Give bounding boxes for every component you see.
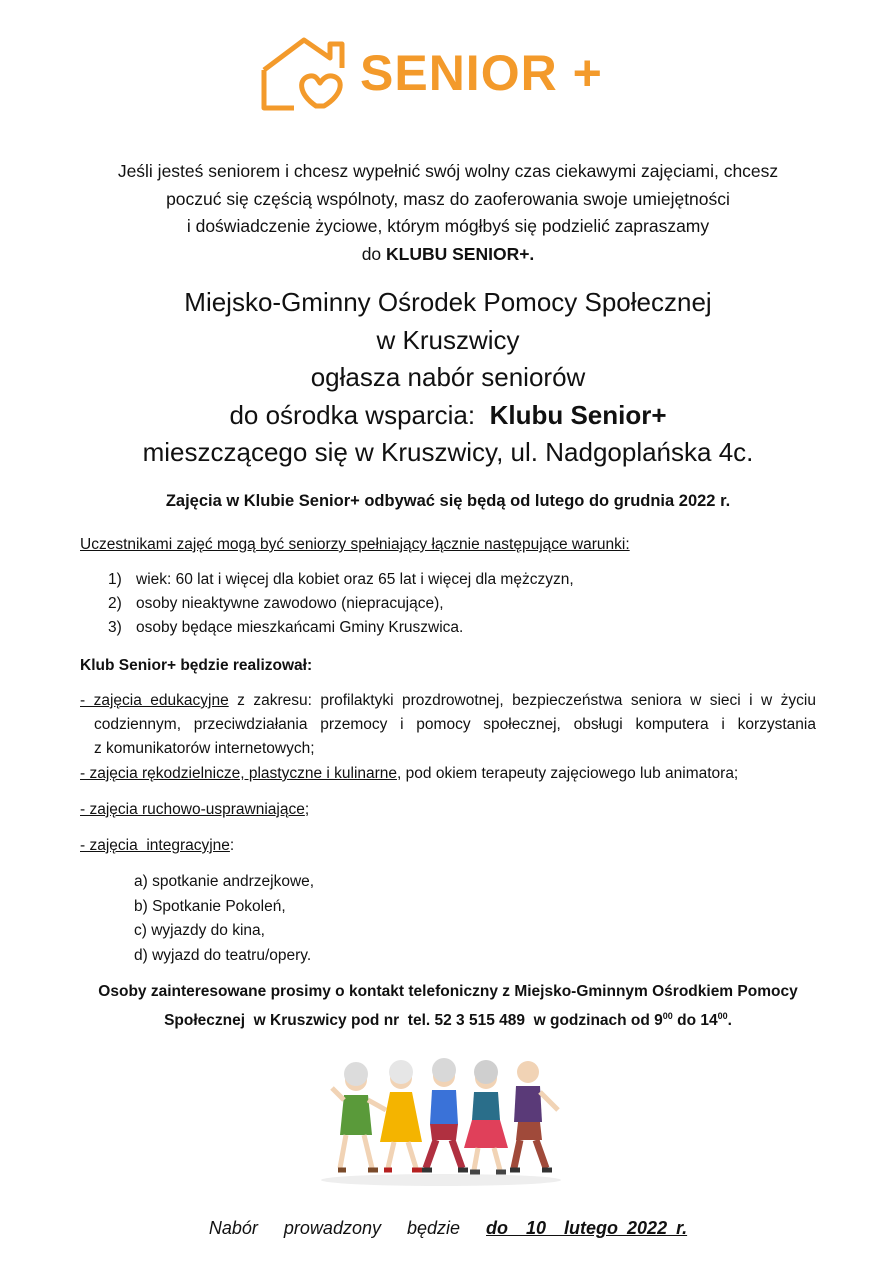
activity-line: z komunikatorów internetowych; <box>94 740 315 757</box>
activity-label: - zajęcia edukacyjne <box>80 692 229 709</box>
activity-crafts <box>80 762 816 786</box>
sub-list-item: c) wyjazdy do kina, <box>134 922 265 939</box>
activity-integration <box>80 834 816 858</box>
contact-text: . <box>727 1012 732 1029</box>
activity-line: codziennym, przeciwdziałania przemocy i pomocy społecznej, obsługi komputera i korzystania <box>94 716 816 733</box>
announcement-heading <box>40 284 856 472</box>
list-number: 2) <box>108 595 122 612</box>
contact-text: Społecznej w Kruszwicy pod nr tel. 52 3 515 489 w godzinach od 9 <box>164 1012 663 1029</box>
dancing-seniors-illustration <box>296 1040 586 1190</box>
intro-line: i doświadczenie życiowe, którym mógłbyś się podzielić zapraszamy <box>186 216 710 236</box>
club-activities-title: Klub Senior+ będzie realizował: <box>80 657 313 674</box>
contact-line <box>40 1004 856 1033</box>
time-superscript: 00 <box>717 1011 728 1021</box>
intro-line: poczuć się częścią wspólnoty, masz do zaoferowania swoje umiejętności <box>166 188 730 209</box>
contact-text: do 14 <box>672 1012 718 1029</box>
sub-list-item: b) Spotkanie Pokoleń, <box>134 897 286 915</box>
announcement-line <box>40 397 856 435</box>
dancer-figure <box>464 1060 508 1172</box>
list-item <box>108 568 844 592</box>
sub-list-item: d) wyjazd do teatru/opery. <box>134 946 312 964</box>
dancer-figure <box>422 1058 468 1170</box>
activity-text: ; <box>304 801 310 818</box>
dancer-figure <box>510 1061 558 1170</box>
senior-plus-logo <box>258 36 638 114</box>
logo-text: SENIOR + <box>360 45 603 101</box>
club-name-bold: Klubu Senior+ <box>489 399 667 430</box>
schedule-dates: Zajęcia w Klubie Senior+ odbywać się będą od lutego do grudnia 2022 r. <box>165 492 731 510</box>
intro-text: do <box>361 243 387 264</box>
activity-label: - zajęcia rękodzielnicze, plastyczne i kulinarne <box>80 765 398 782</box>
activity-educational <box>80 689 816 761</box>
house-heart-icon <box>258 36 354 114</box>
footer-text: Nabór prowadzony będzie <box>208 1218 487 1238</box>
activity-text: : <box>229 837 235 854</box>
announcement-line: Miejsko-Gminny Ośrodek Pomocy Społecznej <box>184 287 712 317</box>
announcement-line: ogłasza nabór seniorów <box>310 362 586 392</box>
contact-info <box>40 979 856 1033</box>
deadline-footer <box>40 1218 856 1239</box>
list-text: osoby będące mieszkańcami Gminy Kruszwica. <box>136 619 464 636</box>
time-superscript: 00 <box>662 1011 673 1021</box>
sub-list-item: a) spotkanie andrzejkowe, <box>134 873 315 890</box>
activity-text: z zakresu: profilaktyki prozdrowotnej, bezpieczeństwa seniora w sieci i w życiu <box>228 692 816 709</box>
intro-line: Jeśli jesteś seniorem i chcesz wypełnić swój wolny czas ciekawymi zajęciami, chcesz <box>117 161 779 181</box>
conditions-title: Uczestnikami zajęć mogą być seniorzy spełniający łącznie następujące warunki: <box>80 536 630 553</box>
club-name: KLUBU SENIOR+. <box>386 243 535 264</box>
activity-label: - zajęcia ruchowo-usprawniające <box>80 801 305 818</box>
list-text: wiek: 60 lat i więcej dla kobiet oraz 65 lat i więcej dla mężczyzn, <box>136 571 574 588</box>
integration-sub-list <box>134 870 870 968</box>
list-number: 3) <box>108 619 122 636</box>
activity-text: , pod okiem terapeuty zajęciowego lub animatora; <box>397 765 739 782</box>
intro-line <box>60 241 836 269</box>
deadline-date: do 10 lutego 2022 r. <box>486 1218 688 1238</box>
list-item <box>108 592 844 616</box>
announcement-line: mieszczącego się w Kruszwicy, ul. Nadgoplańska 4c. <box>142 437 754 467</box>
list-text: osoby nieaktywne zawodowo (niepracujące), <box>136 595 444 612</box>
list-number: 1) <box>108 571 122 588</box>
conditions-list <box>108 568 844 640</box>
dancer-figure <box>380 1060 422 1170</box>
contact-line: Osoby zainteresowane prosimy o kontakt telefoniczny z Miejsko-Gminnym Ośrodkiem Pomocy <box>98 983 798 1000</box>
activity-line <box>80 689 816 713</box>
activity-label: - zajęcia integracyjne <box>80 837 230 854</box>
dancer-figure <box>332 1062 386 1170</box>
announcement-text: do ośrodka wsparcia: <box>229 399 490 430</box>
activity-movement <box>80 798 816 822</box>
list-item <box>108 616 844 640</box>
intro-paragraph <box>60 158 836 268</box>
announcement-line: w Kruszwicy <box>376 324 520 355</box>
